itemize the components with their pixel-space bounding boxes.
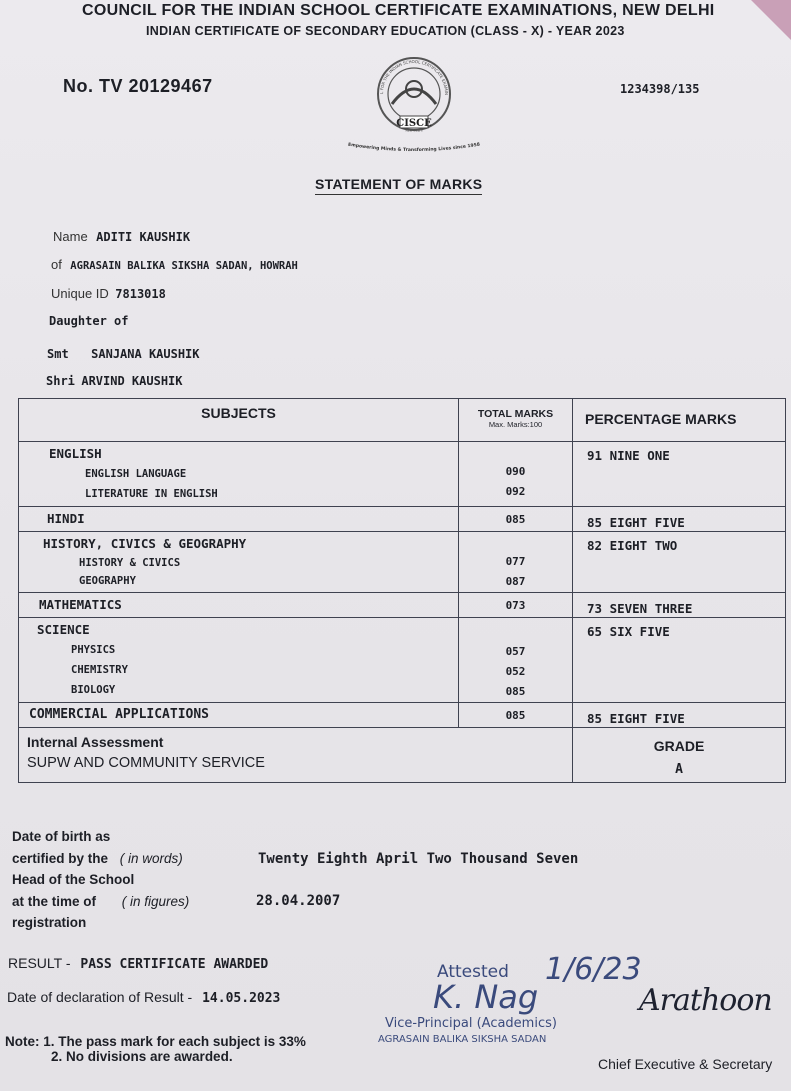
col-subjects: SUBJECTS — [19, 399, 459, 442]
logo-tagline: Empowering Minds & Transforming Lives since 1958 — [347, 142, 481, 154]
sub-subject: HISTORY & CIVICS — [79, 557, 181, 569]
school-name: AGRASAIN BALIKA SIKSHA SADAN, HOWRAH — [70, 260, 298, 272]
uid-line — [51, 285, 166, 303]
percentage-value: 65 SIX FIVE — [573, 618, 786, 703]
internal-assessment-label: Internal Assessment — [27, 734, 164, 750]
subject-name: COMMERCIAL APPLICATIONS — [19, 703, 459, 728]
sub-subject: LITERATURE IN ENGLISH — [85, 488, 218, 500]
of-label: of — [51, 257, 62, 272]
result-label: RESULT - — [8, 955, 71, 971]
dob-figures: 28.04.2007 — [256, 893, 341, 909]
serial-number: 1234398/135 — [620, 82, 700, 96]
subject-name: HINDI — [19, 507, 459, 532]
name-line — [53, 228, 190, 246]
grade-label: GRADE — [653, 738, 705, 754]
result-value: PASS CERTIFICATE AWARDED — [80, 957, 269, 972]
school-line — [51, 256, 298, 274]
marks-table — [18, 398, 786, 783]
marks-value: 087 — [505, 575, 526, 588]
sub-subject: BIOLOGY — [71, 684, 116, 696]
vice-principal-label: Vice-Principal (Academics) — [385, 1016, 557, 1031]
council-title: COUNCIL FOR THE INDIAN SCHOOL CERTIFICATE EXAMINATIONS, NEW DELHI — [82, 2, 715, 19]
table-row — [19, 532, 786, 593]
notes: Note: 1. The pass mark for each subject is 33% 2. No divisions are awarded. — [5, 1034, 306, 1064]
candidate-name: ADITI KAUSHIK — [96, 230, 191, 244]
sub-subject: GEOGRAPHY — [79, 575, 136, 587]
attested-label: Attested — [437, 962, 509, 982]
page-corner — [751, 0, 791, 40]
subject-name: HISTORY, CIVICS & GEOGRAPHY — [43, 536, 247, 551]
father-label: Shri — [46, 374, 75, 388]
declaration-date: 14.05.2023 — [202, 991, 281, 1006]
signatory-title: Chief Executive & Secretary — [598, 1056, 773, 1072]
percentage-value: 73 SEVEN THREE — [573, 593, 786, 618]
statement-title: STATEMENT OF MARKS — [315, 176, 482, 195]
attestation-signature: K. Nag — [433, 978, 539, 1016]
logo-city: NEW DELHI — [405, 128, 423, 133]
marks-value: 052 — [505, 665, 526, 678]
marks-value: 057 — [505, 645, 526, 658]
subject-name: SCIENCE — [37, 622, 90, 637]
subject-name: ENGLISH — [49, 446, 102, 461]
father-name: ARVIND KAUSHIK — [81, 374, 183, 388]
cisce-logo — [334, 56, 494, 162]
table-row — [19, 703, 786, 728]
declaration-label: Date of declaration of Result - — [7, 989, 193, 1005]
result-line — [8, 955, 268, 972]
internal-assessment-row — [19, 728, 786, 783]
secretary-signature: Arathoon — [639, 983, 772, 1018]
percentage-value: 82 EIGHT TWO — [573, 532, 786, 593]
marks-value: 085 — [459, 703, 573, 728]
unique-id: 7813018 — [115, 287, 166, 301]
certificate-number: No. TV 20129467 — [63, 76, 213, 96]
table-row — [19, 618, 786, 703]
table-row — [19, 442, 786, 507]
dob-words: Twenty Eighth April Two Thousand Seven — [258, 851, 579, 867]
marks-value: 090 — [505, 465, 526, 478]
marks-value: 077 — [505, 555, 526, 568]
col-total: TOTAL MARKS Max. Marks:100 — [459, 399, 573, 442]
relation-label: Daughter of — [49, 314, 129, 328]
subject-name: MATHEMATICS — [19, 593, 459, 618]
supw-label: SUPW AND COMMUNITY SERVICE — [27, 755, 265, 771]
dob-labels: Date of birth as certified by the ( in words) Head of the School at the time of ( in figures) registration — [12, 829, 190, 930]
stamp-school: AGRASAIN BALIKA SIKSHA SADAN — [378, 1034, 547, 1045]
logo-ring-text: L FOR THE INDIAN SCHOOL CERTIFICATE EXAMIN — [378, 58, 450, 96]
attestation-date: 1/6/23 — [545, 952, 642, 987]
percentage-value: 85 EIGHT FIVE — [573, 703, 786, 728]
father-line — [46, 372, 183, 390]
mother-name: SANJANA KAUSHIK — [91, 347, 200, 361]
marks-value: 092 — [505, 485, 526, 498]
marks-value: 085 — [505, 685, 526, 698]
declaration-line — [7, 989, 280, 1006]
exam-title: INDIAN CERTIFICATE OF SECONDARY EDUCATION (CLASS - X) - YEAR 2023 — [146, 24, 625, 38]
logo-text: CISCE — [396, 118, 432, 129]
marks-value: 085 — [459, 507, 573, 532]
uid-label: Unique ID — [51, 286, 109, 301]
table-row — [19, 593, 786, 618]
table-header-row — [19, 399, 786, 442]
table-row — [19, 507, 786, 532]
name-label: Name — [53, 229, 88, 244]
sub-subject: ENGLISH LANGUAGE — [85, 468, 187, 480]
percentage-value: 85 EIGHT FIVE — [573, 507, 786, 532]
percentage-value: 91 NINE ONE — [573, 442, 786, 507]
sub-subject: PHYSICS — [71, 644, 116, 656]
grade-value: A — [675, 762, 683, 777]
mother-line — [47, 345, 200, 363]
mother-label: Smt — [47, 347, 69, 361]
marks-value: 073 — [459, 593, 573, 618]
col-percentage: PERCENTAGE MARKS — [573, 399, 786, 442]
sub-subject: CHEMISTRY — [71, 664, 128, 676]
